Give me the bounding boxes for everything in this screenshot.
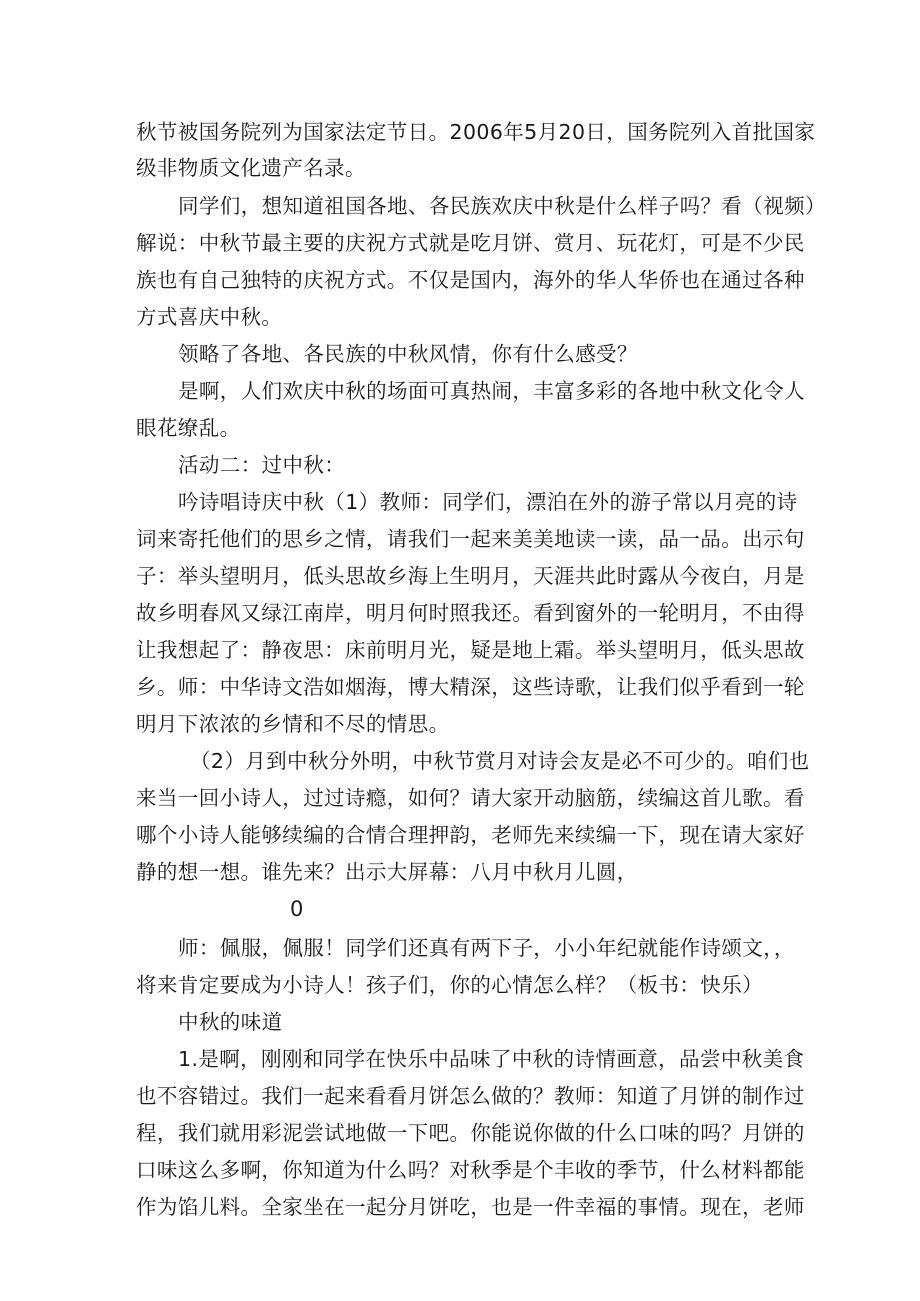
text-line: 吟诗唱诗庆中秋（1）教师：同学们，漂泊在外的游子常以月亮的诗	[178, 490, 798, 514]
text-line: 级非物质文化遗产名录。	[136, 156, 366, 180]
text-line: 词来寄托他们的思乡之情，请我们一起来美美地读一读，品一品。出示句	[136, 527, 805, 551]
text-line: 将来肯定要成为小诗人！孩子们，你的心情怎么样？（板书：快乐）	[136, 973, 763, 997]
text-line: 作为馅儿料。全家坐在一起分月饼吃，也是一件幸福的事情。现在，老师	[136, 1195, 805, 1219]
section-heading: 中秋的味道	[178, 1010, 283, 1034]
text-line: 师：佩服，佩服！同学们还真有两下子，小小年纪就能作诗颂文，，	[178, 936, 795, 960]
text-line: 领略了各地、各民族的中秋风情，你有什么感受？	[178, 342, 638, 366]
text-line: 秋节被国务院列为国家法定节日。2006年5月20日，国务院列入首批国家	[136, 120, 816, 144]
text-line: 也不容错过。我们一起来看看月饼怎么做的？教师：知道了月饼的制作过	[136, 1084, 805, 1108]
text-line: 乡。师：中华诗文浩如烟海，博大精深，这些诗歌，让我们似乎看到一轮	[136, 675, 805, 699]
text-line: 解说：中秋节最主要的庆祝方式就是吃月饼、赏月、玩花灯，可是不少民	[136, 231, 805, 255]
text-line: 来当一回小诗人，过过诗瘾，如何？请大家开动脑筋，续编这首儿歌。看	[136, 786, 805, 810]
text-line: 是啊，人们欢庆中秋的场面可真热闹，丰富多彩的各地中秋文化令人	[178, 379, 805, 403]
centered-number: 0	[290, 897, 304, 921]
text-line: 哪个小诗人能够续编的合情合理押韵，老师先来续编一下，现在请大家好	[136, 823, 805, 847]
text-line: 方式喜庆中秋。	[136, 305, 283, 329]
text-line: （2）月到中秋分外明，中秋节赏月对诗会友是必不可少的。咱们也	[190, 749, 810, 773]
text-line: 1.是啊，刚刚和同学在快乐中品味了中秋的诗情画意，品尝中秋美食	[178, 1047, 805, 1071]
text-line: 让我想起了：静夜思：床前明月光，疑是地上霜。举头望明月，低头思故	[136, 638, 805, 662]
text-line: 口味这么多啊，你知道为什么吗？对秋季是个丰收的季节，什么材料都能	[136, 1158, 805, 1182]
text-line: 静的想一想。谁先来？出示大屏幕：八月中秋月儿圆，	[136, 860, 638, 884]
text-line: 同学们，想知道祖国各地、各民族欢庆中秋是什么样子吗？看（视频）	[178, 194, 826, 218]
section-heading: 活动二：过中秋：	[178, 453, 346, 477]
text-line: 眼花缭乱。	[136, 416, 241, 440]
text-line: 程，我们就用彩泥尝试地做一下吧。你能说你做的什么口味的吗？月饼的	[136, 1121, 805, 1145]
text-line: 族也有自己独特的庆祝方式。不仅是国内，海外的华人华侨也在通过各种	[136, 268, 805, 292]
text-line: 故乡明春风又绿江南岸，明月何时照我还。看到窗外的一轮明月，不由得	[136, 601, 805, 625]
text-line: 子：举头望明月，低头思故乡海上生明月，天涯共此时露从今夜白，月是	[136, 564, 805, 588]
text-line: 明月下浓浓的乡情和不尽的情思。	[136, 712, 450, 736]
